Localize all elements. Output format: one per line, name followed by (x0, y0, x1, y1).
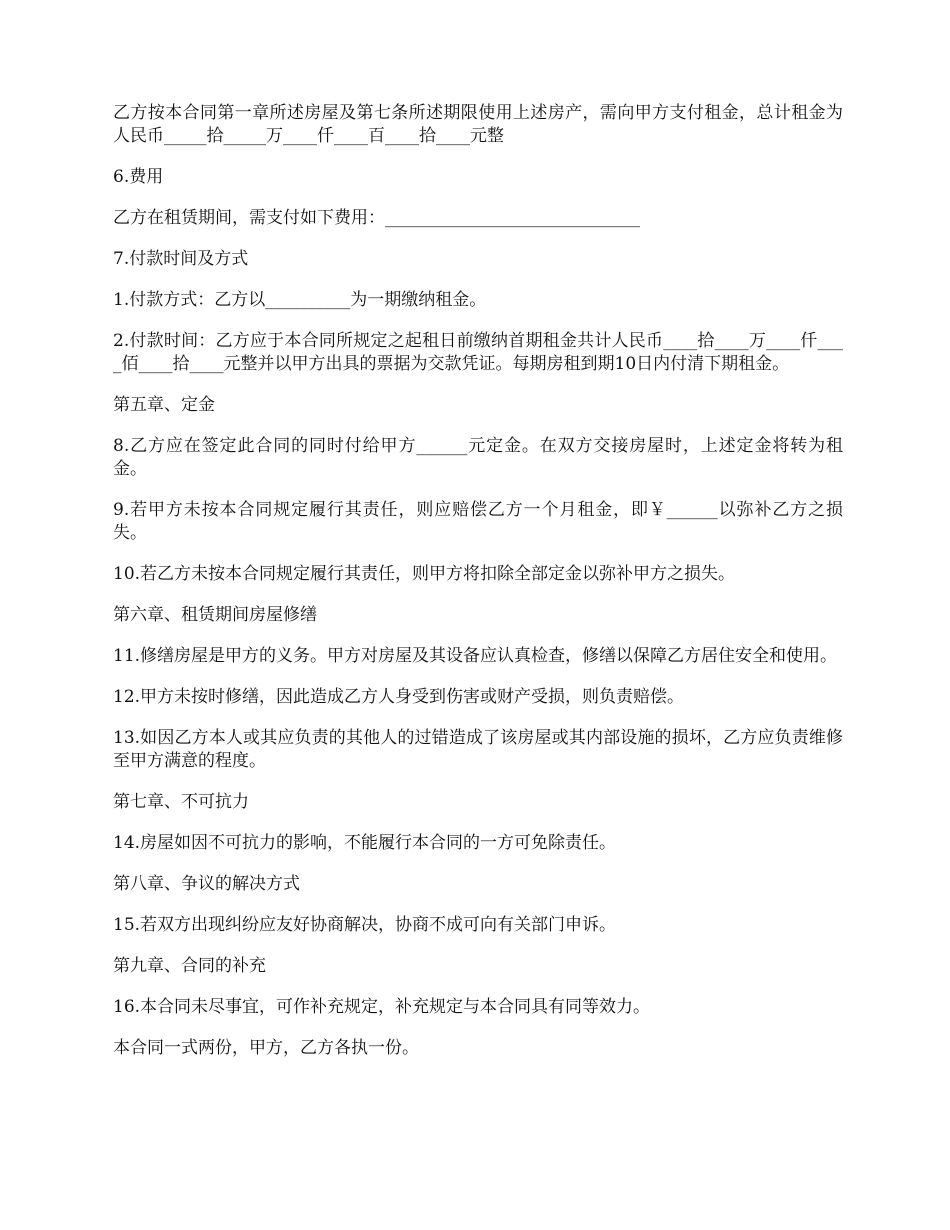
chapter-heading-force-majeure: 第七章、不可抗力 (113, 792, 249, 812)
deposit-clause-10: 10.若乙方未按本合同规定履行其责任，则甲方将扣除全部定金以弥补甲方之损失。 (113, 564, 736, 584)
payment-method-clause: 1.付款方式：乙方以__________为一期缴纳租金。 (113, 290, 487, 310)
repairs-clause-11: 11.修缮房屋是甲方的义务。甲方对房屋及其设备应认真检查，修缮以保障乙方居住安全和使用。 (113, 646, 838, 666)
copies-clause: 本合同一式两份，甲方，乙方各执一份。 (113, 1038, 419, 1058)
section-heading-fees: 6.费用 (113, 167, 164, 187)
deposit-clause-9: 9.若甲方未按本合同规定履行其责任，则应赔偿乙方一个月租金，即￥______以弥补乙方之损失。 (113, 500, 843, 543)
repairs-clause-13: 13.如因乙方本人或其应负责的其他人的过错造成了该房屋或其内部设施的损坏，乙方应负责维修至甲方满意的程度。 (113, 728, 843, 771)
document-page (113, 102, 843, 1078)
fees-clause: 乙方在租赁期间，需支付如下费用：______________________________ (113, 208, 640, 228)
force-majeure-clause-14: 14.房屋如因不可抗力的影响，不能履行本合同的一方可免除责任。 (113, 833, 617, 853)
disputes-clause-15: 15.若双方出现纠纷应友好协商解决，协商不成可向有关部门申诉。 (113, 915, 617, 935)
supplement-clause-16: 16.本合同未尽事宜，可作补充规定，补充规定与本合同具有同等效力。 (113, 997, 651, 1017)
deposit-clause-8: 8.乙方应在签定此合同的同时付给甲方______元定金。在双方交接房屋时，上述定金将转为租金。 (113, 436, 843, 479)
repairs-clause-12: 12.甲方未按时修缮，因此造成乙方人身受到伤害或财产受损，则负责赔偿。 (113, 687, 685, 707)
section-heading-payment: 7.付款时间及方式 (113, 249, 249, 269)
chapter-heading-deposit: 第五章、定金 (113, 395, 215, 415)
payment-time-clause: 2.付款时间：乙方应于本合同所规定之起租日前缴纳首期租金共计人民币____拾____万____仟____佰____拾____元整并以甲方出具的票据为交款凭证。每期房租到期10日内付清下期租金。 (113, 331, 843, 374)
chapter-heading-repairs: 第六章、租赁期间房屋修缮 (113, 605, 317, 625)
chapter-heading-supplement: 第九章、合同的补充 (113, 956, 266, 976)
rent-total-clause: 乙方按本合同第一章所述房屋及第七条所述期限使用上述房产，需向甲方支付租金，总计租金为人民币_____拾_____万____仟____百____拾____元整 (113, 103, 843, 146)
chapter-heading-disputes: 第八章、争议的解决方式 (113, 874, 300, 894)
